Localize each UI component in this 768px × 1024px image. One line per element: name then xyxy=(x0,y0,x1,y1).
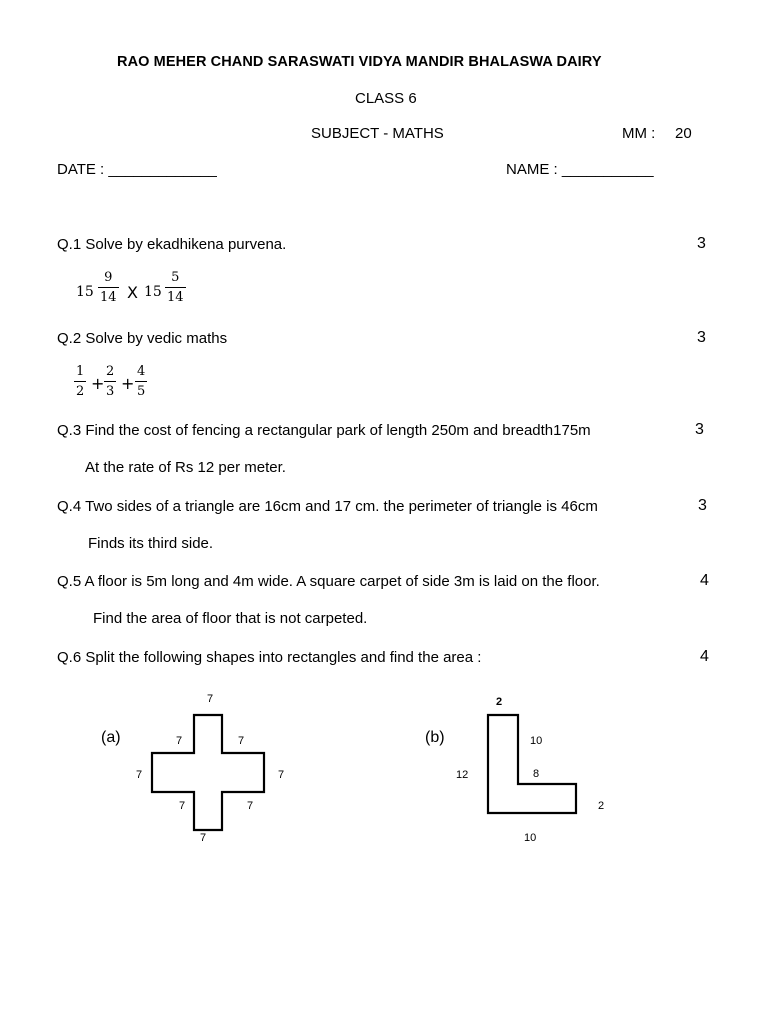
date-field: DATE : _____________ xyxy=(57,161,217,178)
q1-den-2: 14 xyxy=(167,290,184,305)
l-shape xyxy=(488,715,576,813)
cross-label-upper-left: 7 xyxy=(176,735,183,747)
q1-whole-1: 15 xyxy=(76,284,94,300)
question-4: Q.4 Two sides of a triangle are 16cm and 17 cm. the perimeter of triangle is 46cm xyxy=(57,498,598,515)
cross-label-right: 7 xyxy=(278,769,285,781)
shape-b-tag: (b) xyxy=(425,729,445,746)
question-2: Q.2 Solve by vedic maths xyxy=(57,330,228,347)
question-3: Q.3 Find the cost of fencing a rectangular park of length 250m and breadth175m xyxy=(57,422,591,439)
cross-shape xyxy=(152,715,264,830)
question-4-marks: 3 xyxy=(698,497,707,514)
l-label-left: 12 xyxy=(456,769,469,781)
question-6-marks: 4 xyxy=(700,648,709,665)
q2-den-1: 2 xyxy=(76,384,85,399)
q2-plus-2: + xyxy=(121,374,135,393)
class-label: CLASS 6 xyxy=(355,90,417,107)
l-label-right: 2 xyxy=(598,800,605,812)
q2-num-3: 4 xyxy=(137,364,146,379)
q2-plus-1: + xyxy=(91,374,105,393)
q2-num-1: 1 xyxy=(76,364,85,379)
cross-label-lower-left: 7 xyxy=(179,800,186,812)
question-5-marks: 4 xyxy=(700,572,709,589)
question-6: Q.6 Split the following shapes into rectangles and find the area : xyxy=(57,649,482,666)
cross-label-lower-right: 7 xyxy=(247,800,254,812)
q1-num-2: 5 xyxy=(171,270,180,285)
l-label-top: 2 xyxy=(496,696,503,708)
school-name: RAO MEHER CHAND SARASWATI VIDYA MANDIR BHALASWA DAIRY xyxy=(117,54,602,70)
question-3-marks: 3 xyxy=(695,421,704,438)
cross-label-left: 7 xyxy=(136,769,143,781)
q2-den-3: 5 xyxy=(137,384,146,399)
l-label-inner-horizontal: 8 xyxy=(533,768,540,780)
l-label-inner-vertical: 10 xyxy=(530,735,543,747)
cross-label-bottom: 7 xyxy=(200,832,207,844)
max-marks-value: 20 xyxy=(675,125,692,142)
question-4-line-2: Finds its third side. xyxy=(88,535,214,552)
question-5: Q.5 A floor is 5m long and 4m wide. A square carpet of side 3m is laid on the floor. xyxy=(57,573,600,590)
q2-num-2: 2 xyxy=(106,364,115,379)
cross-label-upper-right: 7 xyxy=(238,735,245,747)
question-1-marks: 3 xyxy=(697,235,706,252)
q1-den-1: 14 xyxy=(100,290,117,305)
q2-den-2: 3 xyxy=(106,384,115,399)
q1-whole-2: 15 xyxy=(144,284,162,300)
l-label-bottom: 10 xyxy=(524,832,537,844)
q1-num-1: 9 xyxy=(104,270,113,285)
shape-a-tag: (a) xyxy=(101,729,121,746)
name-field: NAME : ___________ xyxy=(506,161,654,178)
question-1: Q.1 Solve by ekadhikena purvena. xyxy=(57,236,287,253)
question-3-line-2: At the rate of Rs 12 per meter. xyxy=(85,459,286,476)
max-marks-label: MM : xyxy=(622,125,656,142)
question-2-marks: 3 xyxy=(697,329,706,346)
question-5-line-2: Find the area of floor that is not carpeted. xyxy=(93,610,368,627)
cross-label-top: 7 xyxy=(207,693,214,705)
subject-label: SUBJECT - MATHS xyxy=(311,125,444,142)
q1-multiply-sign: X xyxy=(127,283,138,302)
